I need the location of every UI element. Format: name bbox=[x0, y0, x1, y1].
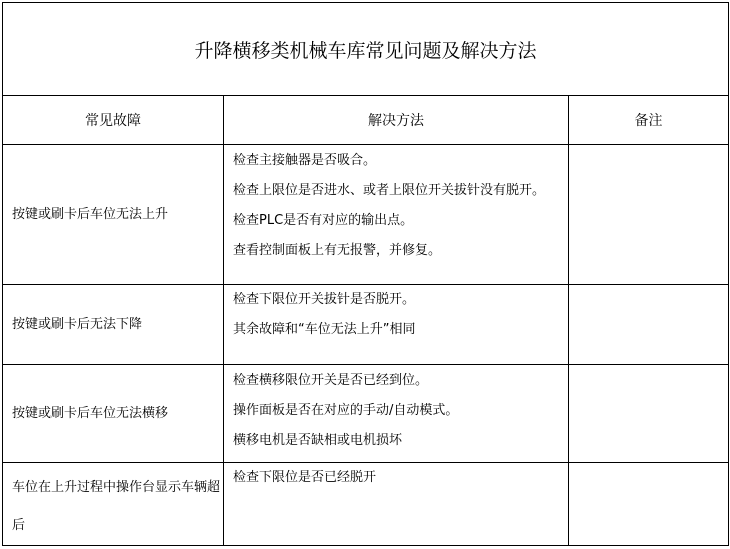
solution-line: 操作面板是否在对应的手动/自动模式。 bbox=[233, 403, 459, 418]
table-row bbox=[3, 365, 729, 463]
note-cell bbox=[569, 145, 729, 285]
solution-line: 检查下限位开关拔针是否脱开。 bbox=[233, 292, 416, 307]
document-title: 升降横移类机械车库常见问题及解决方法 bbox=[3, 3, 729, 96]
solution-line: 其余故障和“车位无法上升”相同 bbox=[233, 322, 416, 337]
solution-line: 查看控制面板上有无报警，并修复。 bbox=[233, 243, 442, 258]
solution-cell bbox=[224, 463, 569, 546]
note-cell bbox=[569, 463, 729, 546]
solution-line: 检查主接触器是否吸合。 bbox=[233, 153, 377, 168]
note-cell bbox=[569, 365, 729, 463]
solution-line: 检查下限位是否已经脱开 bbox=[233, 470, 377, 485]
issue-cell: 按键或刷卡后车位无法横移 bbox=[3, 365, 224, 463]
header-issue: 常见故障 bbox=[3, 96, 224, 145]
solution-line: 横移电机是否缺相或电机损坏 bbox=[233, 433, 403, 448]
solution-cell bbox=[224, 145, 569, 285]
faults-table bbox=[2, 2, 729, 546]
issue-cell: 按键或刷卡后车位无法上升 bbox=[3, 145, 224, 285]
table-row bbox=[3, 285, 729, 365]
header-note: 备注 bbox=[569, 96, 729, 145]
solution-cell bbox=[224, 365, 569, 463]
note-cell bbox=[569, 285, 729, 365]
table-header-row bbox=[3, 96, 729, 145]
table-row bbox=[3, 463, 729, 546]
issue-cell: 按键或刷卡后无法下降 bbox=[3, 285, 224, 365]
solution-line: 检查上限位是否进水、或者上限位开关拔针没有脱开。 bbox=[233, 183, 546, 198]
issue-cell: 车位在上升过程中操作台显示车辆超后 bbox=[3, 463, 224, 546]
solution-line: 检查PLC是否有对应的输出点。 bbox=[233, 213, 414, 228]
table-row bbox=[3, 145, 729, 285]
solution-cell bbox=[224, 285, 569, 365]
header-solution: 解决方法 bbox=[224, 96, 569, 145]
solution-line: 检查横移限位开关是否已经到位。 bbox=[233, 373, 429, 388]
